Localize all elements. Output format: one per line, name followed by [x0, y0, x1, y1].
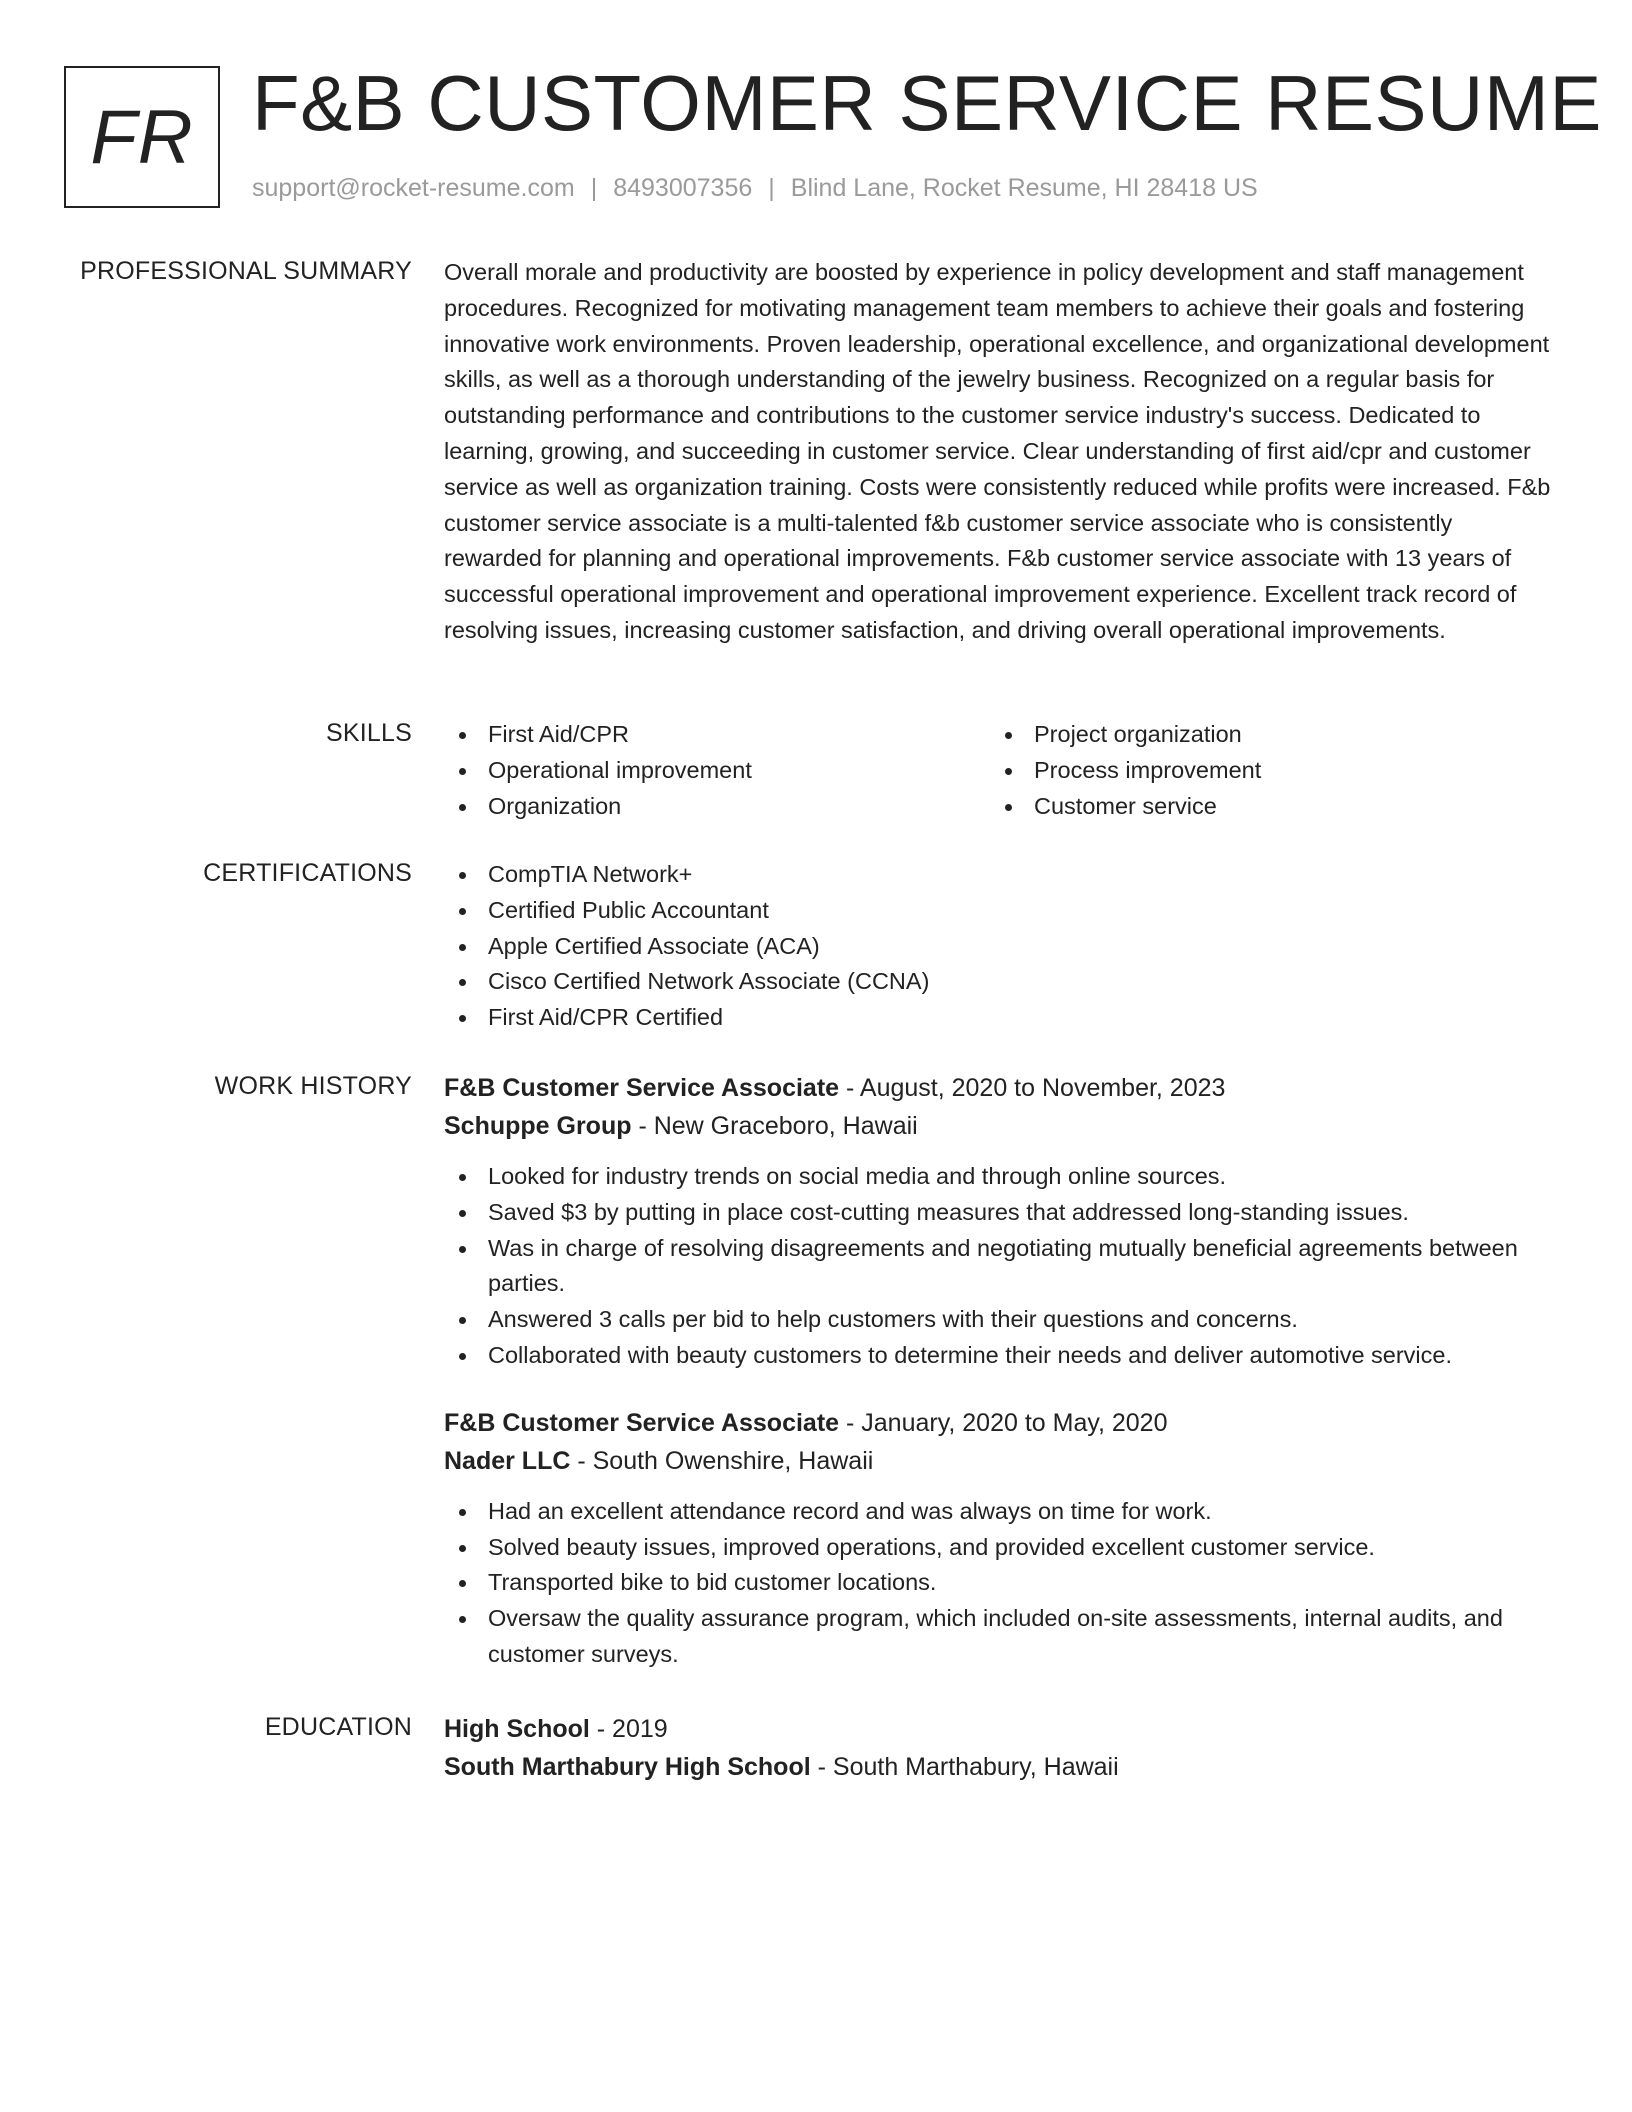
resume-title: F&B CUSTOMER SERVICE RESUME [252, 59, 1602, 147]
skill-item: Customer service [990, 789, 1536, 825]
job-company: Schuppe Group [444, 1112, 632, 1140]
certifications-list [444, 857, 1554, 1036]
certification-item: Apple Certified Associate (ACA) [444, 929, 1554, 965]
education-school-line [444, 1748, 1554, 1786]
job-duties [444, 1159, 1554, 1374]
job-company-line [444, 1107, 1554, 1145]
job-location: - New Graceboro, Hawaii [631, 1112, 918, 1140]
contact-line [252, 174, 1258, 203]
job-dates: - January, 2020 to May, 2020 [839, 1408, 1168, 1437]
job-duty-item: Saved $3 by putting in place cost-cutting measures that addressed long-standing issues. [444, 1195, 1554, 1231]
education-degree-line [444, 1710, 1554, 1748]
skill-item: Process improvement [990, 753, 1536, 789]
skill-item: Project organization [990, 717, 1536, 753]
job-title: F&B Customer Service Associate [444, 1408, 840, 1437]
certification-item: Certified Public Accountant [444, 893, 1554, 929]
contact-separator: | [768, 174, 775, 202]
section-label-summary: PROFESSIONAL SUMMARY [80, 257, 412, 285]
section-label-certifications: CERTIFICATIONS [203, 859, 412, 887]
section-label-education: EDUCATION [264, 1713, 412, 1741]
skills-grid [444, 717, 1554, 824]
job-duty-item: Looked for industry trends on social media and through online sources. [444, 1159, 1554, 1195]
education-body [444, 1710, 1554, 1786]
summary-text: Overall morale and productivity are boosted by experience in policy development and staff management procedures. Recognized for motivating management team members to achieve their goals and fostering innovative work environments. Proven leadership, operational excellence, and organizational development skills, as well as a thorough understanding of the jewelry business. Recognized on a regular basis for outstanding performance and contributions to the customer service industry's success. Dedicated to learning, growing, and succeeding in customer service. Clear understanding of first aid/cpr and customer service as well as organization training. Costs were consistently reduced while profits were increased. F&b customer service associate is a multi-talented f&b customer service associate who is consistently rewarded for planning and operational improvements. F&b customer service associate with 13 years of successful operational improvement and operational improvement experience. Excellent track record of resolving issues, increasing customer satisfaction, and driving overall operational improvements. [444, 259, 1551, 643]
job-title-line [444, 1404, 1554, 1442]
job-location: - South Owenshire, Hawaii [570, 1446, 874, 1475]
skills-column-right [990, 717, 1536, 824]
certification-item: Cisco Certified Network Associate (CCNA) [444, 964, 1554, 1000]
education-year: - 2019 [589, 1715, 668, 1743]
contact-email: support@rocket-resume.com [252, 174, 575, 202]
section-label-skills: SKILLS [326, 719, 412, 747]
job-duty-item: Transported bike to bid customer locations. [444, 1565, 1554, 1601]
contact-phone: 8493007356 [613, 174, 753, 202]
education-location: - South Marthabury, Hawaii [810, 1753, 1119, 1781]
education-degree: High School [444, 1715, 590, 1743]
job-duties [444, 1494, 1554, 1673]
skills-column-left [444, 717, 990, 824]
job-entry [444, 1069, 1554, 1374]
job-duty-item: Collaborated with beauty customers to determine their needs and deliver automotive service. [444, 1338, 1554, 1374]
job-title-line [444, 1069, 1554, 1107]
monogram-box [64, 66, 220, 208]
job-title: F&B Customer Service Associate [444, 1074, 840, 1102]
job-duty-item: Oversaw the quality assurance program, which included on-site assessments, internal audits, and customer surveys. [444, 1601, 1554, 1673]
job-duty-item: Answered 3 calls per bid to help customers with their questions and concerns. [444, 1302, 1554, 1338]
monogram-initials: FR [90, 94, 194, 180]
skill-item: First Aid/CPR [444, 717, 990, 753]
job-duty-item: Was in charge of resolving disagreements and negotiating mutually beneficial agreements between parties. [444, 1231, 1554, 1303]
certification-item: First Aid/CPR Certified [444, 1000, 1554, 1036]
job-company: Nader LLC [444, 1446, 571, 1475]
skill-item: Operational improvement [444, 753, 990, 789]
certification-item: CompTIA Network+ [444, 857, 1554, 893]
skill-item: Organization [444, 789, 990, 825]
job-dates: - August, 2020 to November, 2023 [839, 1074, 1226, 1102]
education-school: South Marthabury High School [444, 1753, 811, 1781]
section-label-work-history: WORK HISTORY [214, 1072, 412, 1100]
job-company-line [444, 1442, 1554, 1480]
contact-address: Blind Lane, Rocket Resume, HI 28418 US [790, 174, 1258, 202]
contact-separator: | [590, 174, 598, 202]
certifications-list-wrap [444, 857, 1554, 1036]
work-history-body [444, 1069, 1554, 1673]
job-entry [444, 1404, 1554, 1673]
job-duty-item: Had an excellent attendance record and was always on time for work. [444, 1494, 1554, 1530]
job-duty-item: Solved beauty issues, improved operations, and provided excellent customer service. [444, 1530, 1554, 1566]
